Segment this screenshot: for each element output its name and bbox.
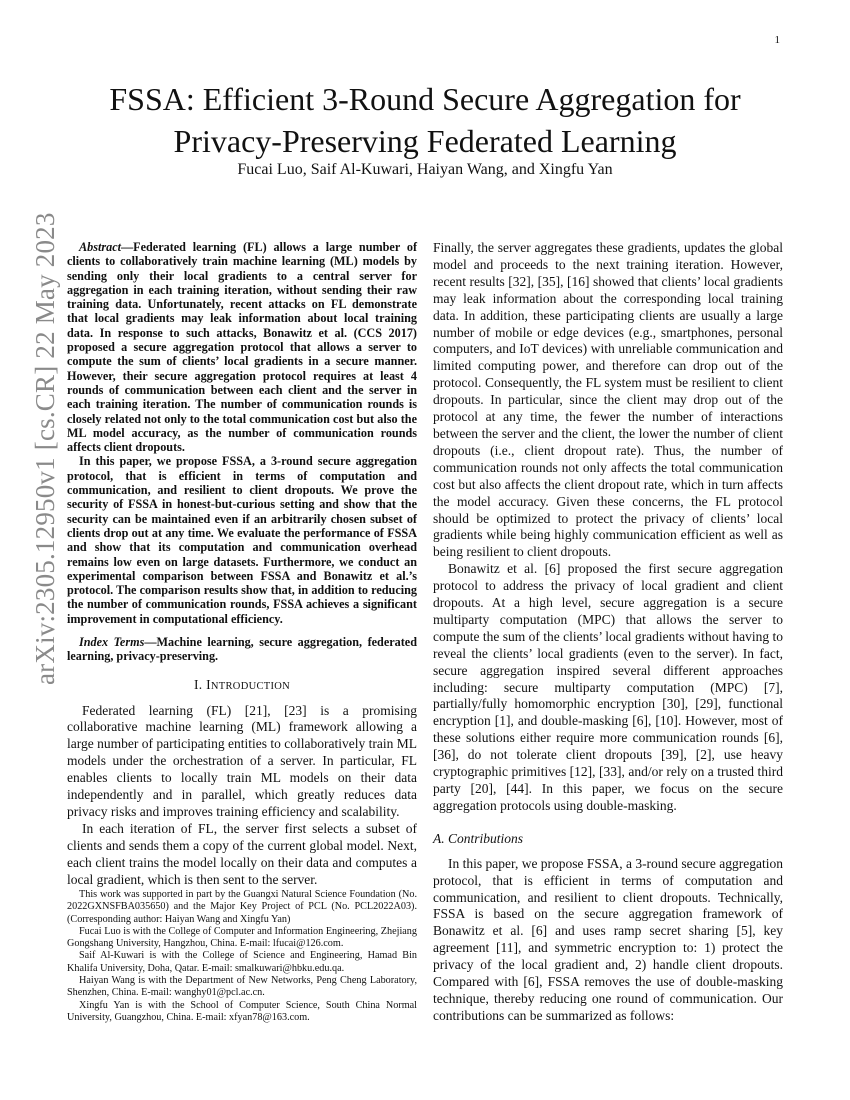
title-line-2: Privacy-Preserving Federated Learning: [173, 123, 677, 159]
index-terms-text: —Machine learning, secure aggregation, federated learning, privacy-preserving.: [67, 635, 417, 664]
abstract-paragraph-2: In this paper, we propose FSSA, a 3-round secure aggregation protocol, that is efficient in terms of computation and communication, and resilient to client dropouts. We prove the security of FSSA in honest-but-curious setting and show that the security can be maintained even if an arbitrarily chosen subset of clients drop out at any time. We evaluate the performance of FSSA and show that its computation and communication overhead remains low even on large datasets. Furthermore, we conduct an experimental comparison between FSSA and Bonawitz et al.’s protocol. The comparison results show that, in addition to reducing the number of communication rounds, FSSA achieves a significant improvement in computational efficiency.: [67, 454, 417, 626]
title-line-1: FSSA: Efficient 3-Round Secure Aggregation for: [109, 81, 741, 117]
paper-title: [60, 78, 790, 162]
index-terms-paragraph: [67, 635, 417, 664]
arxiv-stamp: arXiv:2305.12950v1 [cs.CR] 22 May 2023: [30, 212, 60, 685]
left-column: [67, 240, 417, 888]
right-paragraph-3: In this paper, we propose FSSA, a 3-round secure aggregation protocol, that is efficient in terms of computation and communication, and resilient to client dropouts. Technically, FSSA is based on the secure aggregation framework of Bonawitz et al. [6] and uses ramp secret sharing [5], key agreement [11], and symmetric encryption to: 1) protect the privacy of the local gradient and, 2) handle client dropouts. Compared with [6], FSSA removes the use of double-masking technique, thereby reducing one round of communication. Our contributions can be summarized as follows:: [433, 855, 784, 1023]
section-heading-introduction: [67, 677, 417, 696]
author-list: Fucai Luo, Saif Al-Kuwari, Haiyan Wang, and Xingfu Yan: [237, 161, 613, 178]
right-column: [433, 240, 783, 1025]
abstract: [67, 240, 417, 626]
index-terms: [67, 635, 417, 664]
index-terms-label: Index Terms: [79, 635, 145, 650]
footnote-author-4: Xingfu Yan is with the School of Computer Science, South China Normal University, Guangzhou, China. E-mail: xfyan78@163.com.: [67, 999, 417, 1023]
abstract-text-1: —Federated learning (FL) allows a large number of clients to collaboratively train machine learning (ML) models by sending only their local gradients to a central server for aggregation in each training iteration, without sending their raw training data. Unfortunately, recent attacks on FL demonstrate that local gradients may leak information about local training data. In response to such attacks, Bonawitz et al. (CCS 2017) proposed a secure aggregation protocol that allows a server to compute the sum of clients’ local gradients in a secure manner. However, their secure aggregation protocol requires at least 4 rounds of communication between each client and the server in each training iteration. The number of communication rounds is closely related not only to the total communication cost but also the ML model accuracy, as the number of communication rounds affects client dropouts.: [67, 240, 417, 455]
right-paragraph-2: Bonawitz et al. [6] proposed the first secure aggregation protocol to address the privacy of local gradient and client dropouts. At a high level, secure aggregation is a secure multiparty computation (MPC) that allows the server to compute the sum of the clients’ local gradients without having to reveal the clients’ local gradients (even to the server). In fact, secure aggregation inspired several different approaches including: secure multiparty computation (MPC) [7], partially/fully homomorphic encryption [30], [29], functional encryption [1], and double-masking [6], [10]. However, most of these solutions either require more communication rounds [6], [36], do not tolerate client dropouts [39], [2], use heavy cryptographic primitives [12], [33], and/or rely on a trusted third party [20], [44]. In this paper, we focus on the secure aggregation protocols using double-masking.: [433, 561, 783, 813]
abstract-label: Abstract: [79, 240, 121, 254]
footnotes: [67, 889, 417, 1024]
abstract-paragraph-1: [67, 240, 417, 454]
intro-paragraph-1: Federated learning (FL) [21], [23] is a promising collaborative machine learning (ML) framework allowing a large number of participating entities to collaboratively train ML models under the orchestration of a server. In particular, FL enables clients to locally train ML models on their data independently and in parallel, which greatly reduces data privacy risks and improves training efficiency and scalability.: [67, 702, 417, 819]
footnote-author-1: Fucai Luo is with the College of Computer and Information Engineering, Zhejiang Gongshang University, Hangzhou, China. E-mail: lfucai@126.com.: [67, 925, 417, 950]
page-number: 1: [774, 34, 780, 46]
section-title-rest: NTRODUCTION: [210, 680, 291, 692]
footnote-author-2: Saif Al-Kuwari is with the College of Science and Engineering, Hamad Bin Khalifa University, Doha, Qatar. E-mail: smalkuwari@hbku.edu.qa.: [67, 950, 417, 974]
footnote-author-3: Haiyan Wang is with the Department of New Networks, Peng Cheng Laboratory, Shenzhen, China. E-mail: wanghy01@pcl.ac.cn.: [67, 975, 417, 999]
intro-paragraph-2: In each iteration of FL, the server first selects a subset of clients and sends them a copy of the current global model. Next, each client trains the model locally on their data and computes a local gradient, which is then sent to the server.: [67, 820, 417, 887]
subsection-heading-contributions: A. Contributions: [433, 830, 524, 846]
footnote-funding: This work was supported in part by the Guangxi Natural Science Foundation (No. 2022GXNSFBA035650) and the Major Key Project of PCL (No. PCL2022A03). (Corresponding author: Haiyan Wang and Xingfu Yan): [67, 889, 417, 925]
section-number: I. I: [193, 676, 211, 692]
right-paragraph-1: Finally, the server aggregates these gradients, updates the global model and proceeds to the next training iteration. However, recent results [32], [35], [16] showed that clients’ local gradients may leak information about the corresponding local training data. In addition, these participating clients are usually a large number of mobile or edge devices (e.g., smartphones, personal computers, and IoT devices) with unreliable communication and limited computing power, and therefore can drop out of the protocol. Consequently, the FL system must be resilient to client dropouts. In particular, since the client may drop out of the protocol at any time, the fewer the number of interactions between the server and the client, the lower the number of client dropouts (i.e., client dropout rate). Thus, the number of communication rounds not only affects the total communication cost but also affects the client dropout rate, which in turn affects the model accuracy. Given these concerns, the FL protocol should be optimized to protect the privacy of clients’ local gradients while being highly communication efficient as well as being resilient to client dropouts.: [433, 240, 783, 560]
